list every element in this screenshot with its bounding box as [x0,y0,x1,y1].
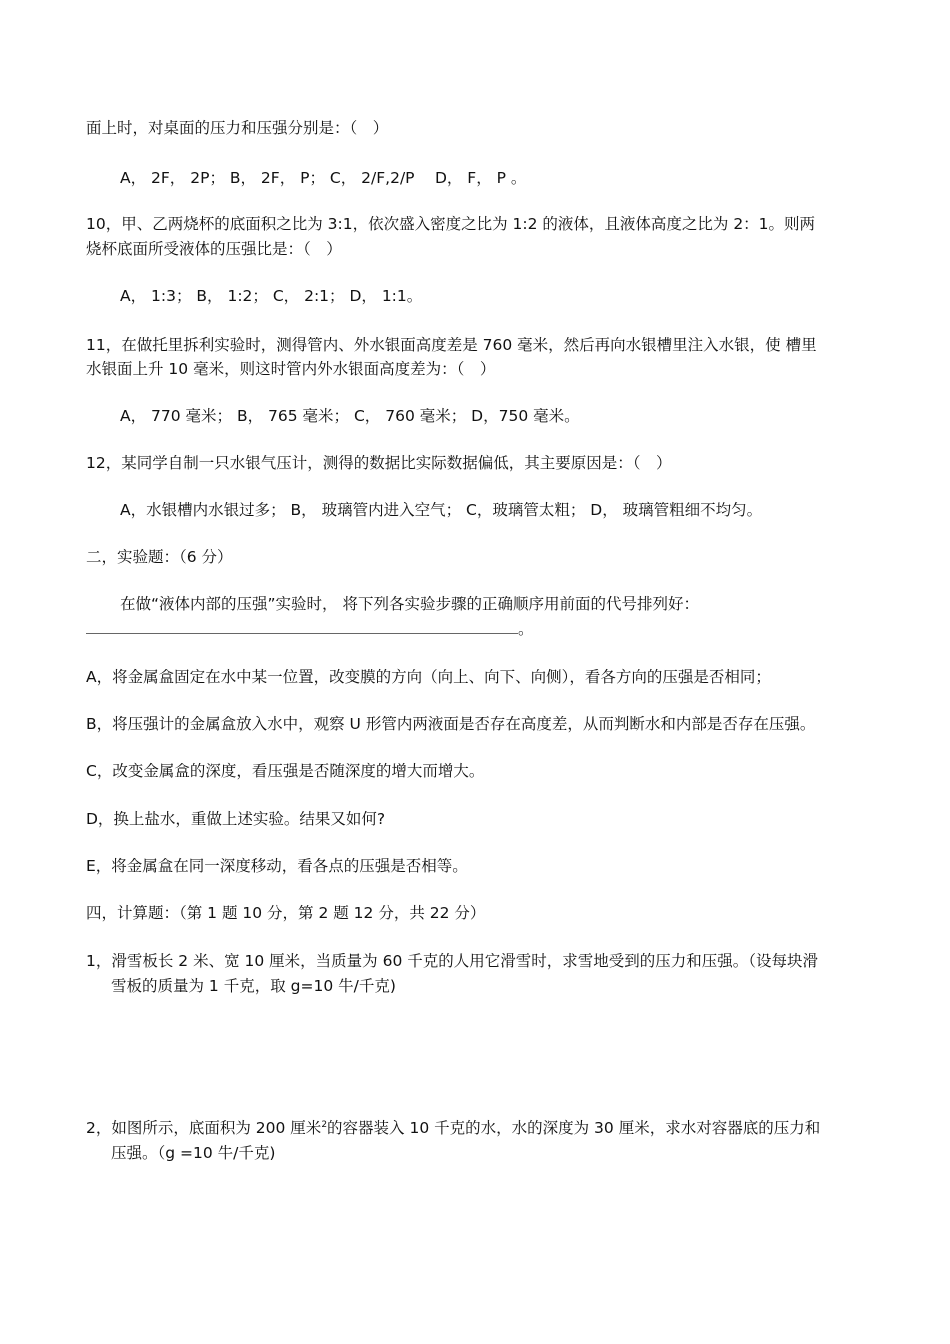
step-e: E，将金属盒在同一深度移动，看各点的压强是否相等。 [86,857,468,875]
section-2-title: 二，实验题：（6 分） [86,548,233,566]
superscript-2: 2 [321,1119,328,1130]
calc-2-text-end: 的容器装入 10 千克的水，水的深度为 30 厘米，求水对容器底的压力和 [327,1119,821,1137]
question-11-line-1: 11，在做托里拆利实验时，测得管内、外水银面高度差是 760 毫米，然后再向水银槽里注入水银，使 槽里 [86,336,817,354]
answer-blank-line [86,618,534,640]
question-10-line-2: 烧杯底面所受液体的压强比是：（ ） [86,240,342,258]
step-d: D，换上盐水，重做上述实验。结果又如何? [86,810,386,828]
question-10-line-1: 10，甲、乙两烧杯的底面积之比为 3:1，依次盛入密度之比为 1:2 的液体，且液体高度之比为 2：1。则两 [86,215,816,233]
question-12-options: A，水银槽内水银过多； B， 玻璃管内进入空气； C，玻璃管太粗； D， 玻璃管粗细不均匀。 [120,501,763,519]
answer-blank-period: 。 [518,620,534,638]
step-b: B，将压强计的金属盒放入水中，观察 U 形管内两液面是否存在高度差，从而判断水和内部是否存在压强。 [86,715,816,733]
step-c: C，改变金属盒的深度，看压强是否随深度的增大而增大。 [86,762,485,780]
answer-blank[interactable] [86,618,518,634]
calc-1-line-1: 1，滑雪板长 2 米、宽 10 厘米，当质量为 60 千克的人用它滑雪时，求雪地受到的压力和压强。（设每块滑 [86,952,818,970]
question-9-continuation: 面上时，对桌面的压力和压强分别是：（ ） [86,119,389,137]
calc-1-line-2: 雪板的质量为 1 千克，取 g=10 牛/千克) [111,977,396,995]
calc-2-text-start: 2，如图所示，底面积为 200 厘米 [86,1119,322,1137]
calc-2-line-1 [86,1117,820,1139]
question-11-line-2: 水银面上升 10 毫米，则这时管内外水银面高度差为：（ ） [86,360,496,378]
calc-2-line-2: 压强。（g =10 牛/千克) [111,1144,276,1162]
question-9-options: A， 2F， 2P； B， 2F， P； C， 2/F,2/P D， F， P 。 [120,169,527,187]
section-2-intro: 在做“液体内部的压强”实验时， 将下列各实验步骤的正确顺序用前面的代号排列好： [120,595,699,613]
question-11-options: A， 770 毫米； B， 765 毫米； C， 760 毫米； D，750 毫米。 [120,407,580,425]
section-4-title: 四，计算题：（第 1 题 10 分，第 2 题 12 分，共 22 分） [86,904,486,922]
step-a: A，将金属盒固定在水中某一位置，改变膜的方向（向上、向下、向侧），看各方向的压强是否相同； [86,668,771,686]
question-10-options: A， 1:3； B， 1:2； C， 2:1； D， 1:1。 [120,287,423,305]
question-12: 12，某同学自制一只水银气压计，测得的数据比实际数据偏低，其主要原因是：（ ） [86,454,672,472]
